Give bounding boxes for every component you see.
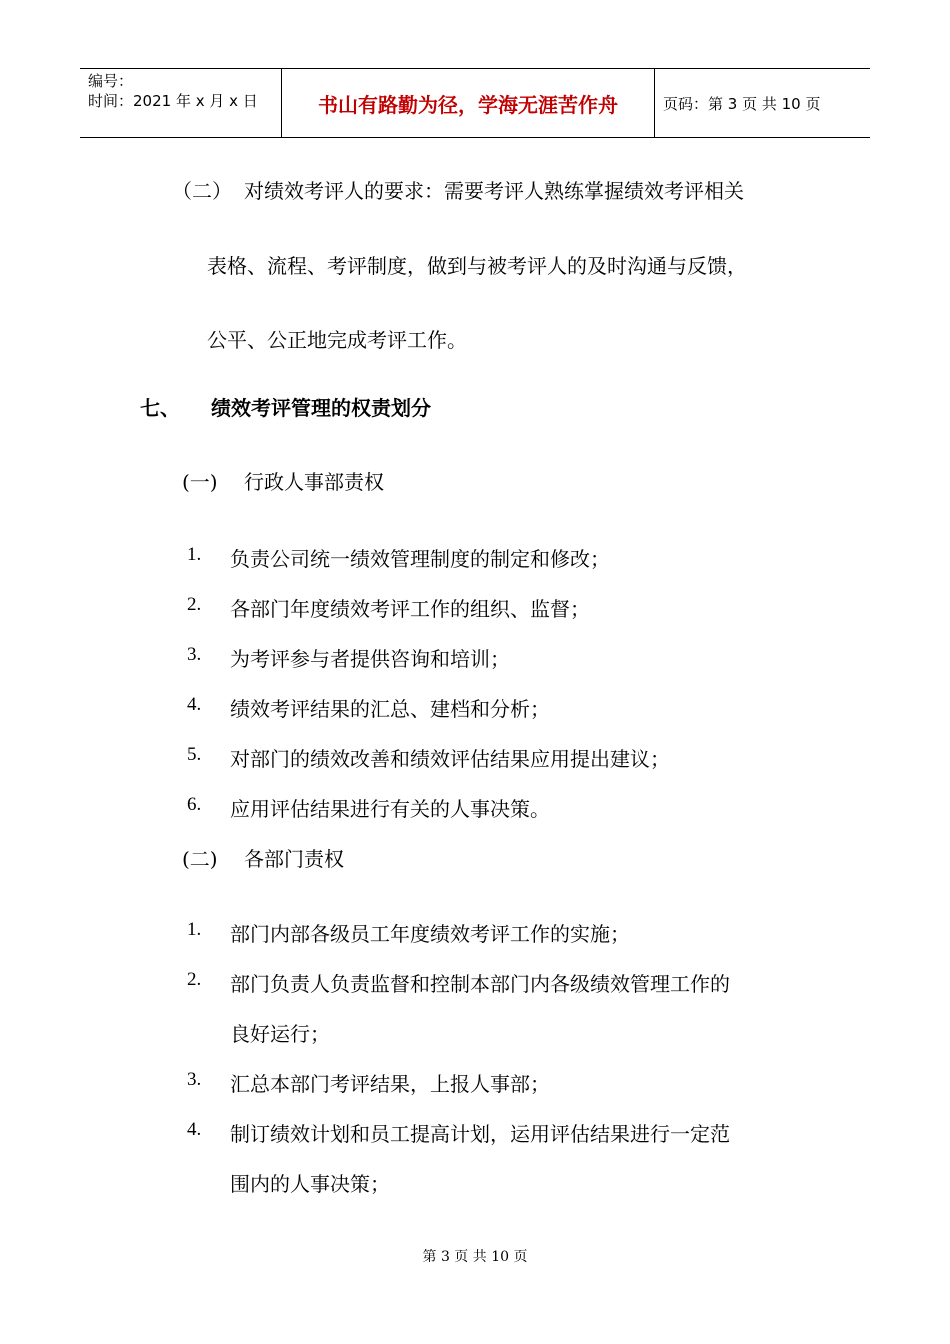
p2-line1: 对绩效考评人的要求：需要考评人熟练掌握绩效考评相关 bbox=[244, 179, 744, 203]
p2-marker: （二） bbox=[172, 179, 232, 203]
list1-item: 负责公司统一绩效管理制度的制定和修改； bbox=[230, 547, 610, 571]
page-header bbox=[80, 68, 870, 138]
sub2-marker: (二) bbox=[182, 847, 218, 871]
list2-num: 1. bbox=[187, 919, 202, 940]
list2-num: 2. bbox=[187, 969, 202, 990]
sub1-marker: (一) bbox=[182, 470, 218, 494]
list2-item-cont: 良好运行； bbox=[230, 1022, 330, 1046]
list1-item: 各部门年度绩效考评工作的组织、监督； bbox=[230, 597, 590, 621]
list2-item: 汇总本部门考评结果，上报人事部； bbox=[230, 1072, 550, 1096]
header-meta bbox=[80, 69, 282, 137]
section7-title: 绩效考评管理的权责划分 bbox=[211, 396, 431, 420]
list2-item: 制订绩效计划和员工提高计划，运用评估结果进行一定范 bbox=[230, 1122, 730, 1146]
sub1-title: 行政人事部责权 bbox=[244, 470, 384, 494]
sub2-title: 各部门责权 bbox=[244, 847, 344, 871]
section7-marker: 七、 bbox=[140, 396, 180, 420]
list2-num: 3. bbox=[187, 1069, 202, 1090]
list2-item-cont: 围内的人事决策； bbox=[230, 1172, 390, 1196]
header-motto: 书山有路勤为径，学海无涯苦作舟 bbox=[282, 69, 655, 137]
list1-item: 应用评估结果进行有关的人事决策。 bbox=[230, 797, 550, 821]
header-page-info: 页码：第 3 页 共 10 页 bbox=[663, 94, 821, 113]
list1-num: 5. bbox=[187, 744, 202, 765]
list1-item: 为考评参与者提供咨询和培训； bbox=[230, 647, 510, 671]
code-label: 编号： bbox=[88, 72, 134, 90]
time-label: 时间：2021 年 x 月 x 日 bbox=[88, 92, 258, 110]
list1-num: 4. bbox=[187, 694, 202, 715]
list2-item: 部门内部各级员工年度绩效考评工作的实施； bbox=[230, 922, 630, 946]
page-footer: 第 3 页 共 10 页 bbox=[422, 1249, 528, 1265]
p2-line3: 公平、公正地完成考评工作。 bbox=[207, 328, 467, 352]
list1-num: 6. bbox=[187, 794, 202, 815]
list1-num: 3. bbox=[187, 644, 202, 665]
list1-num: 1. bbox=[187, 544, 202, 565]
list1-item: 绩效考评结果的汇总、建档和分析； bbox=[230, 697, 550, 721]
p2-line2: 表格、流程、考评制度，做到与被考评人的及时沟通与反馈， bbox=[207, 254, 747, 278]
list2-item: 部门负责人负责监督和控制本部门内各级绩效管理工作的 bbox=[230, 972, 730, 996]
list1-item: 对部门的绩效改善和绩效评估结果应用提出建议； bbox=[230, 747, 670, 771]
list1-num: 2. bbox=[187, 594, 202, 615]
list2-num: 4. bbox=[187, 1119, 202, 1140]
